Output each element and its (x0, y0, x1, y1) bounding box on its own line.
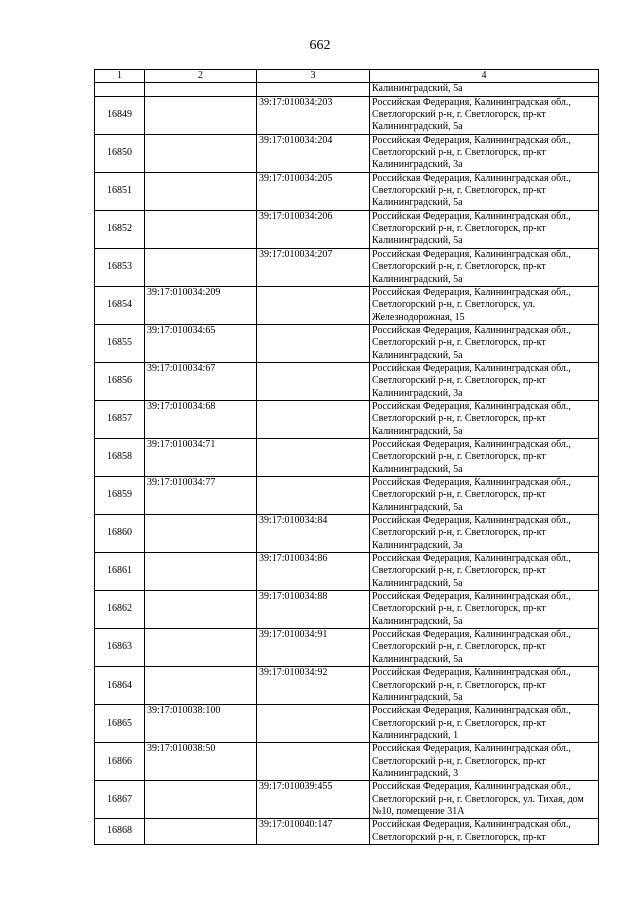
address-cell: Российская Федерация, Калининградская обл., Светлогорский р-н, г. Светлогорск, пр-кт Калининградский, 1 (370, 705, 599, 743)
address-cell: Российская Федерация, Калининградская обл., Светлогорский р-н, г. Светлогорск, пр-кт Калининградский, 5а (370, 667, 599, 705)
table-row (95, 134, 599, 172)
parcel-code-cell: 39:17:010034:68 (145, 400, 257, 438)
row-number-cell: 16865 (95, 705, 145, 743)
table-row (95, 667, 599, 705)
address-cell: Российская Федерация, Калининградская обл., Светлогорский р-н, г. Светлогорск, пр-кт Калининградский, 5а (370, 248, 599, 286)
table-row (95, 286, 599, 324)
parcel-code-cell: 39:17:010034:209 (145, 286, 257, 324)
column-header: 3 (257, 70, 370, 83)
row-number-cell: 16864 (95, 667, 145, 705)
parcel-code-cell (257, 286, 370, 324)
address-cell: Российская Федерация, Калининградская обл., Светлогорский р-н, г. Светлогорск, пр-кт Калининградский, 3а (370, 134, 599, 172)
row-number-cell: 16861 (95, 553, 145, 591)
parcel-code-cell: 39:17:010034:205 (257, 172, 370, 210)
table-row (95, 705, 599, 743)
parcel-code-cell: 39:17:010039:455 (257, 781, 370, 819)
row-number-cell: 16863 (95, 629, 145, 667)
table-row (95, 96, 599, 134)
parcel-code-cell (145, 172, 257, 210)
address-cell: Российская Федерация, Калининградская обл., Светлогорский р-н, г. Светлогорск, пр-кт Калининградский, 5а (370, 172, 599, 210)
parcel-code-cell: 39:17:010034:71 (145, 438, 257, 476)
parcel-code-cell: 39:17:010034:203 (257, 96, 370, 134)
parcel-code-cell (145, 83, 257, 96)
header-row (95, 70, 599, 83)
page-number: 662 (309, 38, 331, 53)
table-row (95, 629, 599, 667)
row-number-cell: 16852 (95, 210, 145, 248)
address-cell: Российская Федерация, Калининградская обл., Светлогорский р-н, г. Светлогорск, пр-кт Калининградский, 5а (370, 477, 599, 515)
address-cell: Российская Федерация, Калининградская обл., Светлогорский р-н, г. Светлогорск, пр-кт (370, 819, 599, 845)
row-number-cell: 16855 (95, 324, 145, 362)
row-number-cell: 16856 (95, 362, 145, 400)
row-number-cell: 16868 (95, 819, 145, 845)
address-cell: Российская Федерация, Калининградская обл., Светлогорский р-н, г. Светлогорск, пр-кт Калининградский, 3 (370, 743, 599, 781)
address-cell: Калининградский, 5а (370, 83, 599, 96)
row-number-cell: 16851 (95, 172, 145, 210)
parcel-code-cell: 39:17:010034:67 (145, 362, 257, 400)
address-cell: Российская Федерация, Калининградская обл., Светлогорский р-н, г. Светлогорск, пр-кт Калининградский, 5а (370, 210, 599, 248)
parcel-code-cell (145, 96, 257, 134)
address-cell: Российская Федерация, Калининградская обл., Светлогорский р-н, г. Светлогорск, ул. Тихая, дом №10, помещение 31А (370, 781, 599, 819)
parcel-code-cell: 39:17:010034:91 (257, 629, 370, 667)
table-row (95, 362, 599, 400)
row-number-cell: 16866 (95, 743, 145, 781)
parcel-code-cell (145, 781, 257, 819)
address-cell: Российская Федерация, Калининградская обл., Светлогорский р-н, г. Светлогорск, ул. Железнодорожная, 15 (370, 286, 599, 324)
address-cell: Российская Федерация, Калининградская обл., Светлогорский р-н, г. Светлогорск, пр-кт Калининградский, 5а (370, 629, 599, 667)
parcel-code-cell (145, 819, 257, 845)
column-header: 1 (95, 70, 145, 83)
table-row (95, 438, 599, 476)
address-cell: Российская Федерация, Калининградская обл., Светлогорский р-н, г. Светлогорск, пр-кт Калининградский, 5а (370, 553, 599, 591)
continuation-row (95, 83, 599, 96)
row-number-cell: 16867 (95, 781, 145, 819)
address-cell: Российская Федерация, Калининградская обл., Светлогорский р-н, г. Светлогорск, пр-кт Калининградский, 5а (370, 324, 599, 362)
parcel-code-cell (145, 553, 257, 591)
row-number-cell: 16854 (95, 286, 145, 324)
table-row (95, 210, 599, 248)
row-number-cell: 16858 (95, 438, 145, 476)
address-cell: Российская Федерация, Калининградская обл., Светлогорский р-н, г. Светлогорск, пр-кт Калининградский, 5а (370, 400, 599, 438)
parcel-code-cell (145, 667, 257, 705)
row-number-cell: 16849 (95, 96, 145, 134)
parcel-code-cell: 39:17:010034:207 (257, 248, 370, 286)
parcel-code-cell (257, 324, 370, 362)
parcel-code-cell (257, 705, 370, 743)
parcel-code-cell (257, 83, 370, 96)
parcel-code-cell (145, 210, 257, 248)
address-cell: Российская Федерация, Калининградская обл., Светлогорский р-н, г. Светлогорск, пр-кт Калининградский, 5а (370, 96, 599, 134)
parcel-code-cell: 39:17:010034:65 (145, 324, 257, 362)
address-cell: Российская Федерация, Калининградская обл., Светлогорский р-н, г. Светлогорск, пр-кт Калининградский, 5а (370, 591, 599, 629)
row-number-cell: 16859 (95, 477, 145, 515)
parcel-code-cell (257, 477, 370, 515)
parcel-code-cell (145, 134, 257, 172)
parcel-code-cell (145, 248, 257, 286)
table-row (95, 400, 599, 438)
parcel-code-cell: 39:17:010040:147 (257, 819, 370, 845)
row-number-cell (95, 83, 145, 96)
table-row (95, 248, 599, 286)
table-row (95, 515, 599, 553)
address-cell: Российская Федерация, Калининградская обл., Светлогорский р-н, г. Светлогорск, пр-кт Калининградский, 3а (370, 515, 599, 553)
row-number-cell: 16860 (95, 515, 145, 553)
parcel-code-cell: 39:17:010034:204 (257, 134, 370, 172)
parcel-code-cell: 39:17:010034:86 (257, 553, 370, 591)
parcel-code-cell (257, 438, 370, 476)
address-cell: Российская Федерация, Калининградская обл., Светлогорский р-н, г. Светлогорск, пр-кт Калининградский, 5а (370, 438, 599, 476)
table-row (95, 743, 599, 781)
row-number-cell: 16853 (95, 248, 145, 286)
parcel-code-cell: 39:17:010034:84 (257, 515, 370, 553)
table-row (95, 819, 599, 845)
row-number-cell: 16857 (95, 400, 145, 438)
row-number-cell: 16850 (95, 134, 145, 172)
column-header: 2 (145, 70, 257, 83)
parcel-code-cell (145, 515, 257, 553)
parcel-code-cell: 39:17:010034:88 (257, 591, 370, 629)
table-row (95, 172, 599, 210)
address-cell: Российская Федерация, Калининградская обл., Светлогорский р-н, г. Светлогорск, пр-кт Калининградский, 3а (370, 362, 599, 400)
parcel-code-cell: 39:17:010034:206 (257, 210, 370, 248)
registry-table (94, 69, 599, 845)
parcel-code-cell: 39:17:010038:50 (145, 743, 257, 781)
table-row (95, 553, 599, 591)
table-row (95, 781, 599, 819)
parcel-code-cell (145, 591, 257, 629)
row-number-cell: 16862 (95, 591, 145, 629)
parcel-code-cell (257, 743, 370, 781)
parcel-code-cell: 39:17:010034:77 (145, 477, 257, 515)
parcel-code-cell (257, 362, 370, 400)
parcel-code-cell (145, 629, 257, 667)
table-row (95, 324, 599, 362)
table-row (95, 591, 599, 629)
table-row (95, 477, 599, 515)
parcel-code-cell: 39:17:010038:100 (145, 705, 257, 743)
parcel-code-cell (257, 400, 370, 438)
column-header: 4 (370, 70, 599, 83)
parcel-code-cell: 39:17:010034:92 (257, 667, 370, 705)
